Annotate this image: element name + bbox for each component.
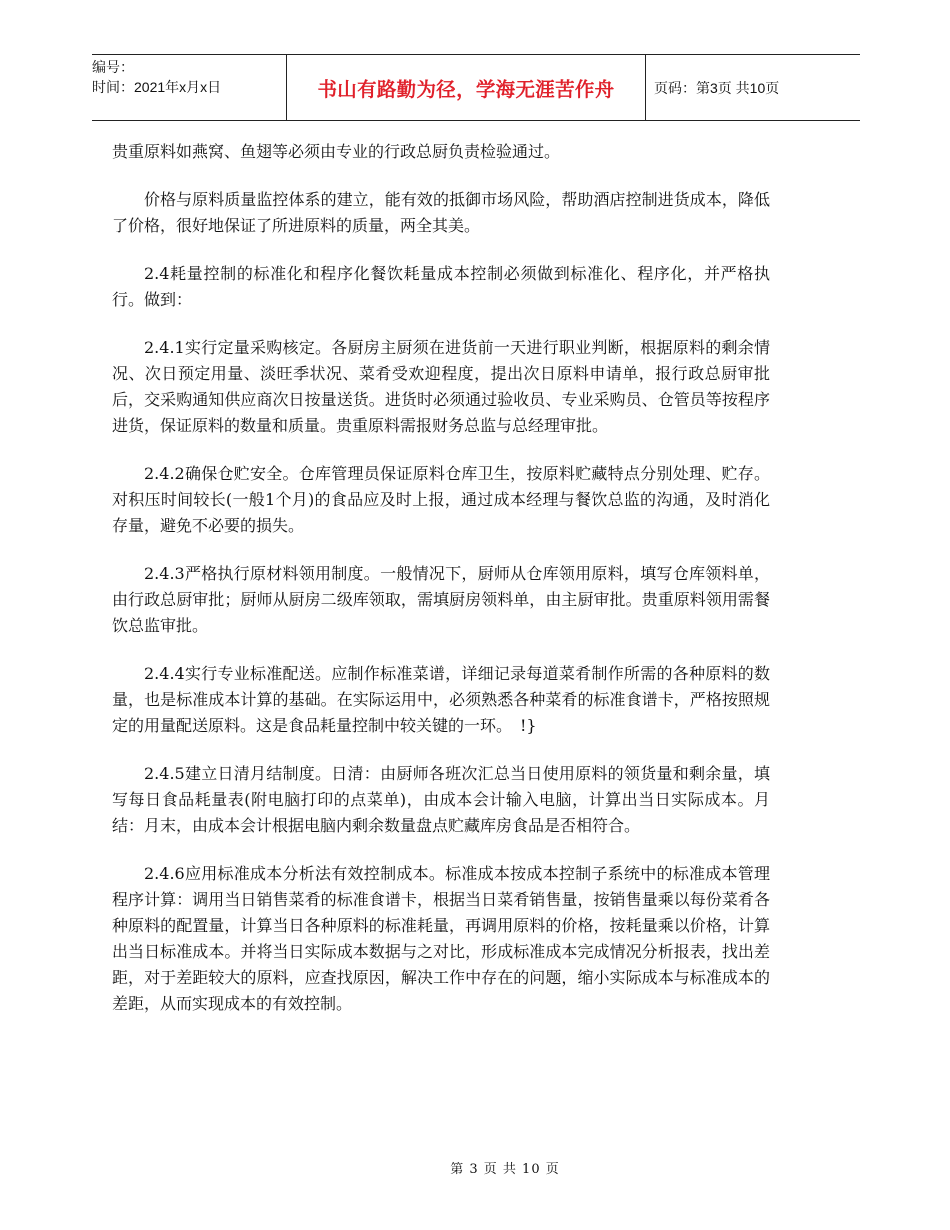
header-page-number: 页码：第3页 共10页 (654, 79, 780, 96)
body-paragraph: 2.4耗量控制的标准化和程序化餐饮耗量成本控制必须做到标准化、程序化，并严格执行。做到： (112, 264, 770, 309)
header-page-cell (646, 55, 860, 120)
document-time-label: 时间：2021年x月x日 (92, 79, 222, 95)
page-footer: 第 3 页 共 10 页 (450, 1162, 560, 1177)
body-paragraph: 2.4.1实行定量采购核定。各厨房主厨须在进货前一天进行职业判断，根据原料的剩余情况、次日预定用量、淡旺季状况、菜肴受欢迎程度，提出次日原料申请单，报行政总厨审批后，交采购通知供应商次日按量送货。进货时必须通过验收员、专业采购员、仓管员等按程序进货，保证原料的数量和质量。贵重原料需报财务总监与总经理审批。 (112, 338, 770, 435)
body-paragraph: 2.4.4实行专业标准配送。应制作标准菜谱，详细记录每道菜肴制作所需的各种原料的数量，也是标准成本计算的基础。在实际运用中，必须熟悉各种菜肴的标准食谱卡，严格按照规定的用量配送原料。这是食品耗量控制中较关键的一环。 !} (112, 664, 770, 735)
document-number-label: 编号： (92, 59, 134, 75)
body-paragraph: 2.4.3严格执行原材料领用制度。一般情况下，厨师从仓库领用原料，填写仓库领料单，由行政总厨审批；厨师从厨房二级库领取，需填厨房领料单，由主厨审批。贵重原料领用需餐饮总监审批。 (112, 564, 770, 635)
body-paragraph: 2.4.5建立日清月结制度。日清：由厨师各班次汇总当日使用原料的领货量和剩余量，填写每日食品耗量表(附电脑打印的点菜单)，由成本会计输入电脑，计算出当日实际成本。月结：月末，由成本会计根据电脑内剩余数量盘点贮藏库房食品是否相符合。 (112, 764, 770, 835)
header-meta (92, 55, 286, 120)
header-motto: 书山有路勤为径，学海无涯苦作舟 (317, 77, 615, 101)
header-motto-cell (286, 55, 646, 120)
body-paragraph: 价格与原料质量监控体系的建立，能有效的抵御市场风险，帮助酒店控制进货成本，降低了价格，很好地保证了所进原料的质量，两全其美。 (112, 190, 770, 235)
body-paragraph: 贵重原料如燕窝、鱼翅等必须由专业的行政总厨负责检验通过。 (112, 142, 561, 161)
page-header (92, 54, 860, 121)
body-paragraph: 2.4.2确保仓贮安全。仓库管理员保证原料仓库卫生，按原料贮藏特点分别处理、贮存。对积压时间较长(一般1个月)的食品应及时上报，通过成本经理与餐饮总监的沟通，及时消化存量，避免不必要的损失。 (112, 464, 770, 535)
body-paragraph: 2.4.6应用标准成本分析法有效控制成本。标准成本按成本控制子系统中的标准成本管理程序计算：调用当日销售菜肴的标准食谱卡，根据当日菜肴销售量，按销售量乘以每份菜肴各种原料的配置量，计算当日各种原料的标准耗量，再调用原料的价格，按耗量乘以价格，计算出当日标准成本。并将当日实际成本数据与之对比，形成标准成本完成情况分析报表，找出差距，对于差距较大的原料，应查找原因，解决工作中存在的问题，缩小实际成本与标准成本的差距，从而实现成本的有效控制。 (112, 864, 770, 1013)
document-body (112, 139, 770, 1039)
